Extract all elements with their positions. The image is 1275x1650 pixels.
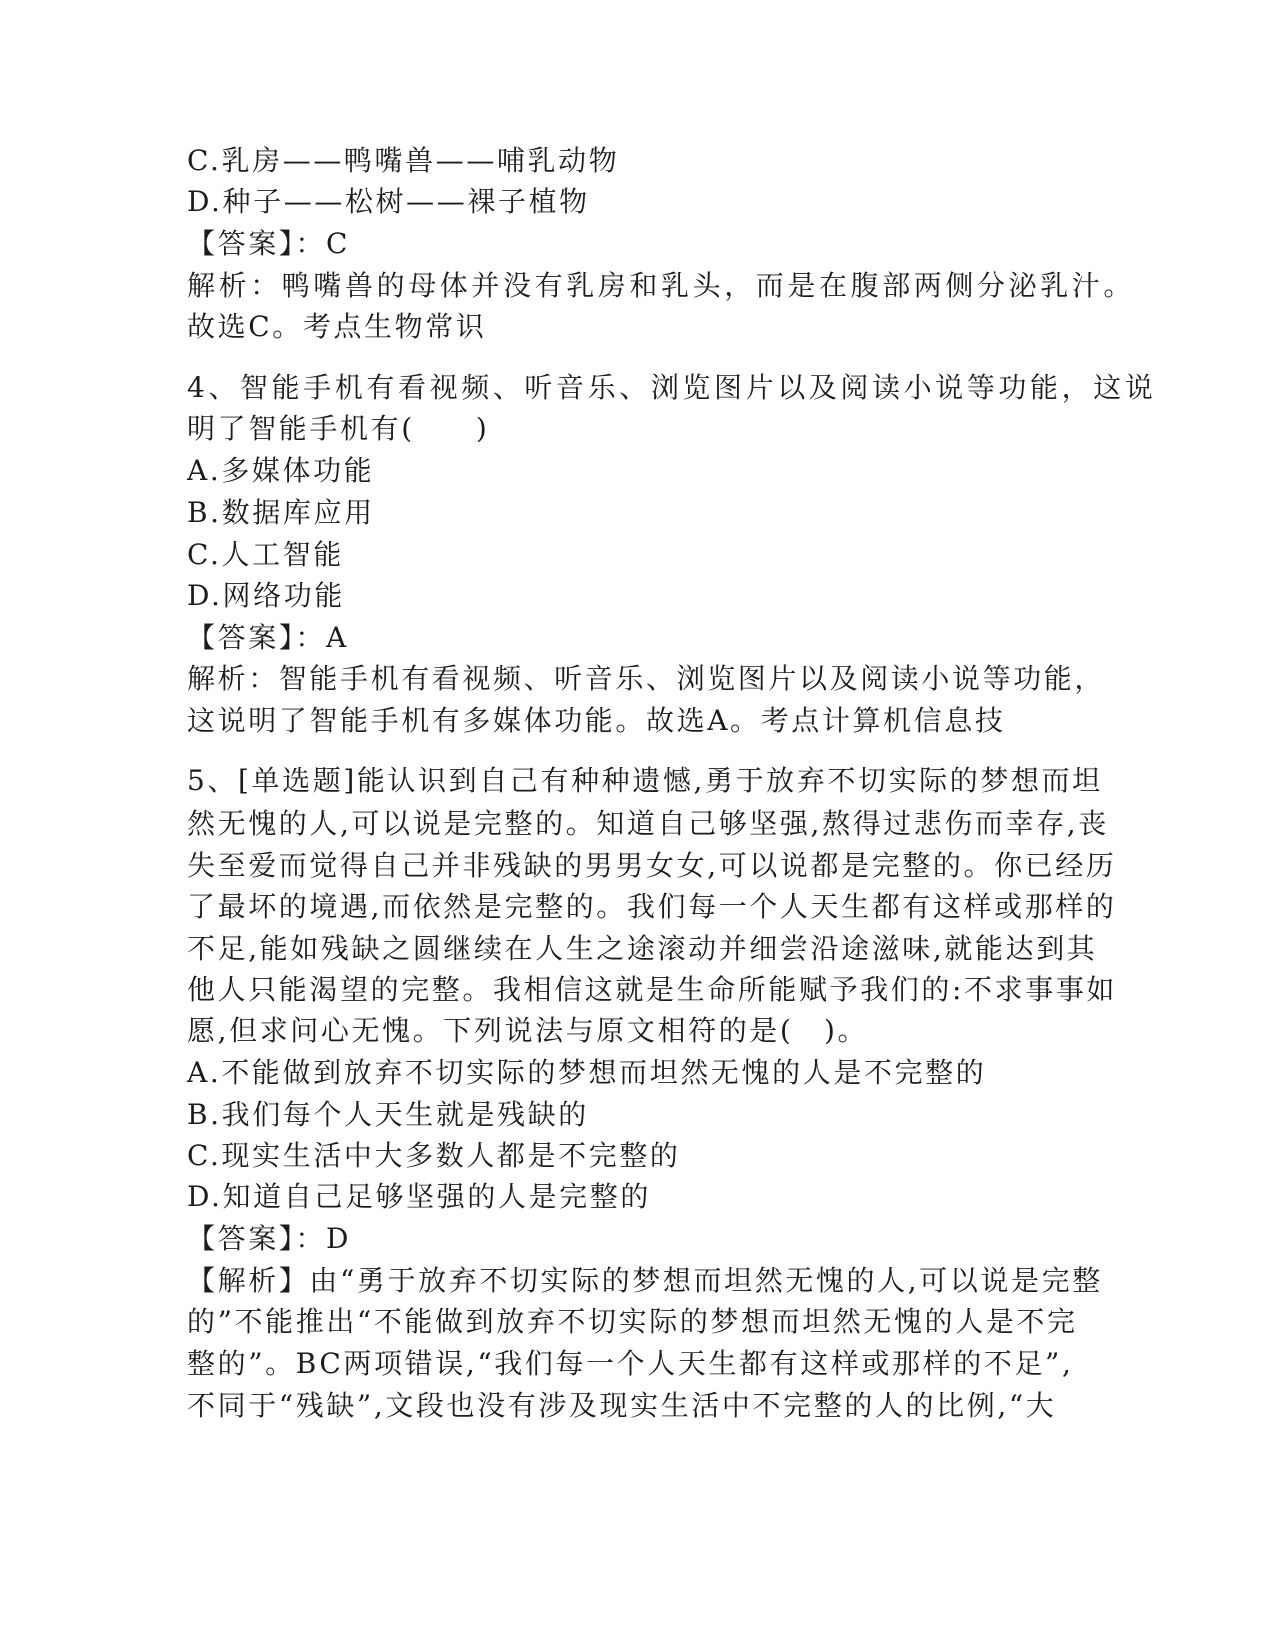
q4-analysis-line: 这说明了智能手机有多媒体功能。故选A。考点计算机信息技 — [187, 704, 1006, 737]
q5-analysis-line: 不同于“残缺”,文段也没有涉及现实生活中不完整的人的比例,“大 — [187, 1389, 1057, 1422]
q5-stem-line: 5、[单选题]能认识到自己有种种遗憾,勇于放弃不切实际的梦想而坦 — [187, 764, 1103, 797]
q3-answer: 【答案】：C — [187, 227, 351, 260]
q4-option-a: A.多媒体功能 — [187, 454, 375, 487]
q3-option-c: C.乳房——鸭嘴兽——哺乳动物 — [187, 144, 620, 177]
q4-answer: 【答案】：A — [187, 621, 349, 654]
q5-stem-line: 了最坏的境遇,而依然是完整的。我们每一个人天生都有这样或那样的 — [187, 890, 1117, 923]
q4-stem-line: 4、智能手机有看视频、听音乐、浏览图片以及阅读小说等功能，这说 — [187, 371, 1157, 404]
q5-analysis-line: 的”不能推出“不能做到放弃不切实际的梦想而坦然无愧的人是不完 — [187, 1305, 1078, 1338]
q3-option-d: D.种子——松树——裸子植物 — [187, 185, 590, 218]
q4-stem-line: 明了智能手机有( ) — [187, 412, 490, 445]
q4-option-b: B.数据库应用 — [187, 496, 375, 529]
q4-option-c: C.人工智能 — [187, 538, 344, 571]
q3-analysis-line: 故选C。考点生物常识 — [187, 310, 487, 343]
q5-analysis-line: 整的”。BC两项错误,“我们每一个人天生都有这样或那样的不足”, — [187, 1347, 1074, 1380]
q5-option-d: D.知道自己足够坚强的人是完整的 — [187, 1180, 651, 1213]
q5-stem-line: 愿,但求问心无愧。下列说法与原文相符的是( )。 — [187, 1014, 869, 1047]
q5-stem-line: 不足,能如残缺之圆继续在人生之途滚动并细尝沿途滋味,就能达到其 — [187, 932, 1098, 965]
q5-option-a: A.不能做到放弃不切实际的梦想而坦然无愧的人是不完整的 — [187, 1056, 987, 1089]
q5-option-b: B.我们每个人天生就是残缺的 — [187, 1098, 589, 1131]
q3-analysis-line: 解析：鸭嘴兽的母体并没有乳房和乳头，而是在腹部两侧分泌乳汁。 — [187, 269, 1136, 302]
q5-analysis-line: 【解析】由“勇于放弃不切实际的梦想而坦然无愧的人,可以说是完整 — [187, 1264, 1103, 1297]
q4-option-d: D.网络功能 — [187, 579, 345, 612]
q5-option-c: C.现实生活中大多数人都是不完整的 — [187, 1139, 681, 1172]
q5-stem-line: 然无愧的人,可以说是完整的。知道自己够坚强,熬得过悲伤而幸存,丧 — [187, 807, 1109, 840]
q5-stem-line: 失至爱而觉得自己并非残缺的男男女女,可以说都是完整的。你已经历 — [187, 849, 1117, 882]
q4-analysis-line: 解析：智能手机有看视频、听音乐、浏览图片以及阅读小说等功能， — [187, 662, 1106, 695]
q5-stem-line: 他人只能渴望的完整。我相信这就是生命所能赋予我们的:不求事事如 — [187, 973, 1118, 1006]
q5-answer: 【答案】：D — [187, 1222, 352, 1255]
